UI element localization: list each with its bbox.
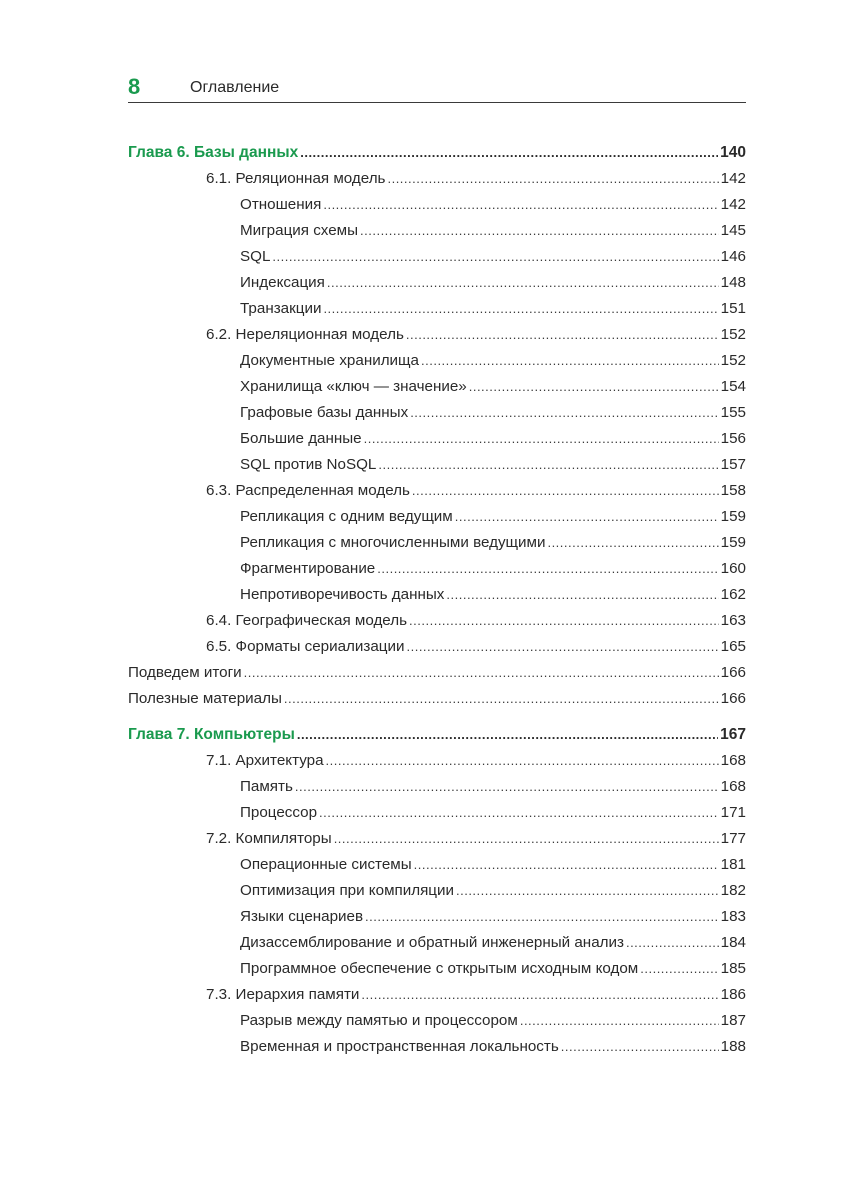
toc-page-number: 163 (720, 612, 746, 629)
toc-entry-title: Репликация с одним ведущим (240, 508, 453, 525)
toc-entry-title: Процессор (240, 804, 318, 821)
toc-subsection[interactable] (128, 218, 746, 244)
toc-entry-title: 6.4. Географическая модель (206, 612, 408, 629)
dot-leader (334, 826, 719, 852)
dot-leader (360, 218, 719, 244)
toc-entry-title: 6.1. Реляционная модель (206, 170, 386, 187)
page-number: 8 (128, 74, 141, 99)
toc-page-number: 162 (720, 586, 746, 603)
dot-leader (409, 608, 719, 634)
toc-subsection[interactable] (128, 530, 746, 556)
dot-leader (406, 634, 718, 660)
toc-subsection[interactable] (128, 852, 746, 878)
dot-leader (326, 748, 719, 774)
toc-page-number: 156 (720, 430, 746, 447)
toc-page-number: 157 (720, 456, 746, 473)
toc-section[interactable] (128, 608, 746, 634)
dot-leader (561, 1034, 719, 1060)
toc-page-number: 152 (720, 352, 746, 369)
toc-page-number: 146 (720, 248, 746, 265)
toc-page-number: 160 (720, 560, 746, 577)
toc-entry-title: 6.3. Распределенная модель (206, 482, 410, 499)
toc-page-number: 152 (720, 326, 746, 343)
toc-page-number: 168 (720, 778, 746, 795)
toc-entry-title: 6.2. Нереляционная модель (206, 326, 404, 343)
toc-page-number: 184 (720, 934, 746, 951)
toc-entry-title: Фрагментирование (240, 560, 376, 577)
toc-entry-title: Временная и пространственная локальность (240, 1038, 559, 1055)
dot-leader (412, 478, 719, 504)
toc-subsection[interactable] (128, 244, 746, 270)
chapter-gap (128, 712, 746, 722)
toc-entry-title: Языки сценариев (240, 908, 364, 925)
toc-entry-title: Дизассемблирование и обратный инженерный анализ (240, 934, 624, 951)
toc-section[interactable] (128, 826, 746, 852)
dot-leader (323, 296, 718, 322)
chapter-page-number: 140 (720, 144, 746, 161)
toc-page-number: 165 (720, 638, 746, 655)
toc-page-number: 142 (720, 196, 746, 213)
toc-entry-title: Большие данные (240, 430, 362, 447)
toc-page-number: 145 (720, 222, 746, 239)
dot-leader (640, 956, 718, 982)
dot-leader (272, 244, 718, 270)
toc-subsection[interactable] (128, 296, 746, 322)
dot-leader (421, 348, 719, 374)
toc-entry-title: 7.1. Архитектура (206, 752, 324, 769)
toc-subsection[interactable] (128, 426, 746, 452)
dot-leader (446, 582, 718, 608)
dot-leader (300, 140, 718, 166)
toc-entry-title: Память (240, 778, 293, 795)
toc-subsection[interactable] (128, 192, 746, 218)
dot-leader (456, 878, 719, 904)
toc-entry-title: Транзакции (240, 300, 322, 317)
running-header (128, 74, 746, 103)
toc-subsection[interactable] (128, 904, 746, 930)
toc-entry-title: Операционные системы (240, 856, 412, 873)
toc-page-number: 142 (720, 170, 746, 187)
toc-subsection[interactable] (128, 582, 746, 608)
dot-leader (547, 530, 718, 556)
toc-subsection[interactable] (128, 504, 746, 530)
toc-page-number: 185 (720, 960, 746, 977)
toc-page-number: 151 (720, 300, 746, 317)
toc-entry-title: Индексация (240, 274, 325, 291)
running-title: Оглавление (190, 79, 280, 96)
dot-leader (377, 556, 718, 582)
toc-page-number: 158 (720, 482, 746, 499)
toc-section[interactable] (128, 166, 746, 192)
toc-page-number: 187 (720, 1012, 746, 1029)
toc-section[interactable] (128, 634, 746, 660)
toc-entry-title: Оптимизация при компиляции (240, 882, 454, 899)
table-of-contents (128, 140, 746, 1060)
chapter-page-number: 167 (720, 726, 746, 743)
toc-subsection[interactable] (128, 270, 746, 296)
dot-leader (295, 774, 719, 800)
toc-subsection[interactable] (128, 956, 746, 982)
toc-section[interactable] (128, 322, 746, 348)
toc-entry-title: 7.3. Иерархия памяти (206, 986, 360, 1003)
dot-leader (361, 982, 718, 1008)
toc-page-number: 155 (720, 404, 746, 421)
dot-leader (319, 800, 719, 826)
dot-leader (327, 270, 719, 296)
dot-leader (387, 166, 718, 192)
dot-leader (365, 904, 719, 930)
toc-subsection[interactable] (128, 452, 746, 478)
toc-page-number: 168 (720, 752, 746, 769)
toc-subsection[interactable] (128, 556, 746, 582)
toc-subsection[interactable] (128, 1008, 746, 1034)
toc-subsection[interactable] (128, 374, 746, 400)
toc-entry-title: Разрыв между памятью и процессором (240, 1012, 518, 1029)
dot-leader (414, 852, 719, 878)
toc-entry-title: 6.5. Форматы сериализации (206, 638, 405, 655)
chapter-heading[interactable] (128, 722, 746, 748)
toc-section[interactable] (128, 478, 746, 504)
toc-entry-title: Миграция схемы (240, 222, 359, 239)
toc-page-number: 159 (720, 534, 746, 551)
toc-page-number: 171 (720, 804, 746, 821)
toc-entry-title: Подведем итоги (128, 664, 242, 681)
toc-page-number: 177 (720, 830, 746, 847)
toc-page-number: 166 (720, 690, 746, 707)
toc-subsection[interactable] (128, 930, 746, 956)
toc-entry-title: SQL против NoSQL (240, 456, 377, 473)
toc-page-number: 186 (720, 986, 746, 1003)
toc-section[interactable] (128, 748, 746, 774)
toc-page-number: 181 (720, 856, 746, 873)
toc-page-number: 148 (720, 274, 746, 291)
dot-leader (284, 686, 719, 712)
toc-page-number: 154 (720, 378, 746, 395)
dot-leader (410, 400, 718, 426)
dot-leader (244, 660, 719, 686)
dot-leader (323, 192, 718, 218)
toc-subsection[interactable] (128, 878, 746, 904)
toc-entry[interactable] (128, 686, 746, 712)
toc-entry-title: Репликация с многочисленными ведущими (240, 534, 546, 551)
toc-entry-title: Полезные материалы (128, 690, 282, 707)
toc-subsection[interactable] (128, 1034, 746, 1060)
dot-leader (364, 426, 719, 452)
dot-leader (455, 504, 719, 530)
toc-entry[interactable] (128, 660, 746, 686)
toc-page-number: 188 (720, 1038, 746, 1055)
toc-page-number: 159 (720, 508, 746, 525)
dot-leader (469, 374, 719, 400)
dot-leader (406, 322, 719, 348)
toc-entry-title: Программное обеспечение с открытым исходным кодом (240, 960, 639, 977)
toc-entry-title: 7.2. Компиляторы (206, 830, 332, 847)
toc-entry-title: Графовые базы данных (240, 404, 409, 421)
toc-page-number: 166 (720, 664, 746, 681)
toc-entry-title: SQL (240, 248, 271, 265)
chapter-title: Глава 6. Базы данных (128, 144, 299, 161)
dot-leader (626, 930, 719, 956)
toc-subsection[interactable] (128, 800, 746, 826)
toc-entry-title: Отношения (240, 196, 322, 213)
toc-subsection[interactable] (128, 400, 746, 426)
dot-leader (520, 1008, 719, 1034)
toc-page-number: 183 (720, 908, 746, 925)
dot-leader (297, 722, 718, 748)
dot-leader (378, 452, 718, 478)
chapter-title: Глава 7. Компьютеры (128, 726, 295, 743)
toc-subsection[interactable] (128, 348, 746, 374)
toc-page-number: 182 (720, 882, 746, 899)
toc-subsection[interactable] (128, 774, 746, 800)
toc-entry-title: Хранилища «ключ — значение» (240, 378, 467, 395)
chapter-heading[interactable] (128, 140, 746, 166)
toc-entry-title: Документные хранилища (240, 352, 419, 369)
toc-entry-title: Непротиворечивость данных (240, 586, 445, 603)
toc-section[interactable] (128, 982, 746, 1008)
